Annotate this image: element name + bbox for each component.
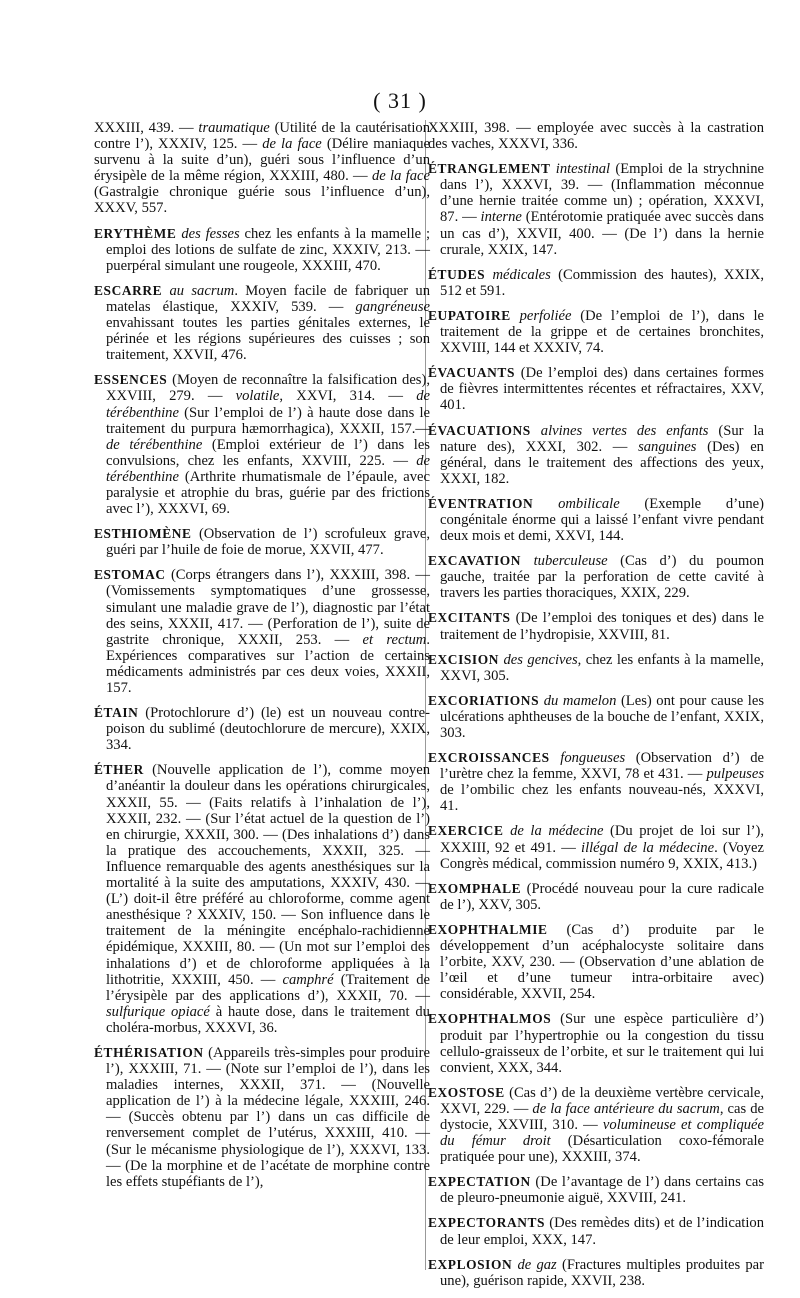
entry-text: . Expériences comparatives sur l’action de certains médicaments administrés par ces deux voies, XXXII, 157. [106, 631, 430, 696]
entry-italic-term: alvines vertes des enfants [540, 422, 709, 439]
entry-text: (Observation d’) de l’urètre chez la femme, XXVI, 78 et 431. — [440, 750, 764, 783]
entry-text: , XXVI, 314. — [279, 388, 417, 405]
index-entry [428, 423, 764, 487]
index-entry [428, 1085, 764, 1165]
index-entry [94, 705, 430, 753]
entry-text: (De l’emploi des toniques et des) dans le traitement de l’hydropisie, XXVIII, 81. [440, 610, 764, 643]
entry-text: (De l’emploi de l’), dans le traitement de la grippe et de certaines bronchites, XXVIII, 144 et XXXIV, 74. [440, 307, 764, 357]
entry-headword: EXCAVATION [428, 553, 522, 569]
index-entry [428, 610, 764, 642]
entry-headword: EXOPHTHALMOS [428, 1011, 552, 1027]
entry-headword: ESTHIOMÈNE [94, 526, 192, 542]
entry-text: (De l’avantage de l’) dans certains cas de pleuro-pneumonie aiguë, XXVIII, 241. [440, 1174, 764, 1207]
entry-headword: ERYTHÈME [94, 225, 177, 241]
index-entry [94, 762, 430, 1036]
index-entry-continued [428, 120, 764, 152]
entry-text: (Du projet de loi sur l’), XXXIII, 92 et 491. — [440, 823, 764, 856]
index-entry [428, 161, 764, 258]
entry-text: (Exemple d’une) congénitale énorme qui a laissé l’enfant vivre pendant deux mois et demi, XXVI, 144. [440, 495, 764, 545]
entry-text: (Nouvelle application de l’), comme moyen d’anéantir la douleur dans les opérations chirurgicales, XXXII, 55. — (Faits relatifs à l’inhalation de l’), XXXII, 232. — (Sur l’état actuel de la question de l’) en chirurgie, XXXII, 300. — (Des inhalations d’) dans la pratique des accouchements, XXXII, 325. — Influence remarquable des agents anesthésiques sur la mortalité à la suite des amputations, XXXIV, 430. — (L’) doit-il être préféré au chloroforme, comme agent anesthésique ? XXXIV, 150. — Son influence dans le traitement de la méningite encéphalo-rachidienne épidémique, XXXIII, 80. — (Un mot sur l’emploi des inhalations d’) et de chloroforme appliquées à la lithotritie, XXXIII, 450. — [106, 762, 430, 988]
index-entry [428, 1174, 764, 1206]
entry-italic-term: de la médecine [510, 823, 604, 840]
entry-headword: ÉTUDES [428, 266, 486, 282]
entry-italic-term: médicales [492, 266, 551, 283]
index-entry [428, 267, 764, 299]
entry-headword: ÉTHÉRISATION [94, 1044, 204, 1060]
entry-italic-term: du mamelon [543, 692, 617, 709]
index-entry [428, 1215, 764, 1247]
entry-headword: ÉVENTRATION [428, 495, 534, 511]
entry-headword: EXERCICE [428, 823, 504, 839]
index-entry [428, 693, 764, 741]
entry-text: (Utilité de la cautérisation contre l’), XXXIV, 125. — [94, 120, 430, 153]
entry-headword: EXCISION [428, 651, 500, 667]
entry-text: . (Voyez Congrès médical, commission numéro 9, XXIX, 413.) [440, 839, 764, 872]
entry-italic-term: de gaz [517, 1256, 557, 1273]
entry-text: (Sur une espèce particulière d’) produit par l’hypertrophie ou la congestion du tissu cellulo-graisseux de l’orbite, et sur le traitement qui lui convient, XXX, 344. [440, 1011, 764, 1076]
entry-italic-term: sulfurique opiacé [106, 1003, 210, 1020]
page-number: ( 31 ) [373, 88, 427, 113]
entry-headword: EXOSTOSE [428, 1084, 505, 1100]
entry-italic-term: ombilicale [558, 495, 620, 512]
entry-text: (Protochlorure d’) (le) est un nouveau contre-poison du sublimé (deutochlorure de mercure), XXIX, 334. [106, 705, 430, 754]
entry-italic-term: pulpeuses [706, 766, 764, 783]
entry-headword: EXCITANTS [428, 610, 511, 626]
entry-text: (Les) ont pour cause les ulcérations aphtheuses de la bouche de l’enfant, XXIX, 303. [440, 692, 765, 741]
entry-headword: ÉTRANGLEMENT [428, 161, 551, 177]
index-entry [428, 652, 764, 684]
entry-italic-term: tuberculeuse [533, 553, 608, 570]
entry-text: (Cas d’) du poumon gauche, traitée par la perforation de cette cavité à travers les parties thoraciques, XXIX, 229. [440, 553, 764, 602]
entry-headword: EXPECTORANTS [428, 1215, 546, 1231]
index-entry [428, 496, 764, 544]
entry-italic-term: de térébenthine [106, 436, 203, 453]
entry-text: (Appareils très-simples pour produire l’), XXXIII, 71. — (Note sur l’emploi de l’), dans les maladies internes, XXXII, 371. — (Nouvelle application de l’) à la médecine légale, XXXIII, 246. — (Succès obtenu par l’) dans un cas difficile de renversement complet de l’utérus, XXXIII, 410. — (Sur le mécanisme physiologique de l’), XXXVI, 133. — (De la morphine et de l’acétate de morphine contre les effets stupéfiants de l’), [106, 1044, 430, 1190]
entry-text: (Délire maniaque survenu à la suite d’un), guéri sous l’influence d’un érysipèle de la même région, XXXIII, 480. — [94, 136, 431, 185]
entry-headword: ÉVACUATIONS [428, 422, 531, 438]
entry-text: (Arthrite rhumatismale de l’épaule, avec paralysie et atrophie du bras, guérie par des frictions avec l’), XXXVI, 69. [106, 468, 430, 518]
entry-text [511, 308, 520, 324]
entry-italic-term: de la face [262, 136, 322, 153]
index-entry-continued [94, 120, 430, 217]
entry-text: (Gastralgie chronique guérie sous l’influence d’un), XXXV, 557. [94, 184, 430, 217]
entry-text: (Entérotomie pratiquée avec succès dans un cas d’), XXVII, 400. — (De l’) dans la hernie crurale, XXIX, 147. [440, 209, 764, 258]
index-entry [428, 553, 764, 601]
entry-italic-term: de térébenthine [106, 452, 430, 485]
entry-headword: ESTOMAC [94, 567, 166, 583]
entry-italic-term: traumatique [198, 120, 270, 136]
index-entry [428, 750, 764, 814]
entry-text: de l’ombilic chez les enfants nouveau-nés, XXXVI, 41. [440, 782, 764, 815]
index-entry [94, 283, 430, 363]
index-entry [428, 881, 764, 913]
entry-headword: EUPATOIRE [428, 307, 511, 323]
entry-headword: EXCROISSANCES [428, 750, 550, 766]
index-column-right [428, 120, 764, 1298]
entry-text [521, 553, 534, 569]
entry-text: (Traitement de l’érysipèle par des applications d’), XXXII, 70. — [106, 971, 430, 1004]
entry-text: (Sur la nature des), XXXI, 302. — [440, 422, 764, 455]
entry-headword: ÉVACUANTS [428, 365, 516, 381]
entry-italic-term: gangréneuse [355, 298, 430, 315]
entry-italic-term: illégal de la médecine [581, 839, 715, 856]
entry-italic-term: de térébenthine [106, 388, 430, 421]
entry-headword: ESCARRE [94, 282, 163, 298]
index-entry [428, 922, 764, 1002]
index-entry [94, 567, 430, 696]
entry-headword: EXCORIATIONS [428, 692, 540, 708]
entry-text: (Désarticulation coxo-fémorale pratiquée pour une), XXXIII, 374. [440, 1133, 764, 1166]
entry-headword: ÉTAIN [94, 705, 139, 721]
entry-text [550, 750, 561, 766]
entry-text: (Observation de l’) scrofuleux grave, guéri par l’huile de foie de morue, XXVII, 477. [106, 526, 430, 559]
entry-text: (Sur l’emploi de l’) à haute dose dans le traitement du purpura hæmorrhagica), XXXII, 157.— [106, 404, 430, 437]
entry-italic-term: fongueuses [560, 750, 626, 767]
entry-text: (Moyen de reconnaître la falsification des), XXVIII, 279. — [106, 372, 430, 405]
entry-text: (Commission des hautes), XXIX, 512 et 591. [440, 266, 765, 299]
entry-text: (Des remèdes dits) et de l’indication de leur emploi, XXX, 147. [440, 1215, 764, 1248]
entry-headword: EXPLOSION [428, 1256, 513, 1272]
entry-text [162, 283, 169, 299]
entry-text: XXXIII, 398. — employée avec succès à la castration des vaches, XXXVI, 336. [428, 120, 764, 153]
index-entry [94, 372, 430, 517]
entry-text: (Emploi extérieur de l’) dans les convulsions, chez les enfants, XXVIII, 225. — [106, 436, 430, 469]
entry-text: , cas de dystocie, XXVIII, 310. — [440, 1100, 764, 1133]
index-entry [94, 1045, 430, 1190]
entry-italic-term: des fesses [181, 225, 240, 242]
entry-italic-term: et rectum [362, 631, 427, 648]
index-entry [428, 823, 764, 871]
entry-text: (Des) en général, dans le traitement des affections des yeux, XXXI, 182. [440, 438, 764, 487]
entry-italic-term: volatile [235, 388, 280, 405]
entry-italic-term: interne [480, 209, 522, 226]
entry-text [533, 496, 558, 512]
index-column-left [94, 120, 430, 1199]
entry-headword: ÉTHER [94, 762, 144, 778]
index-entry [94, 226, 430, 274]
entry-headword: EXOPHTHALMIE [428, 921, 548, 937]
entry-italic-term: de la face antérieure du sacrum [532, 1100, 720, 1117]
entry-text: à haute dose, dans le traitement du choléra-morbus, XXXVI, 36. [106, 1003, 430, 1036]
entry-text: (Cas d’) produite par le développement d’un acéphalocyste solitaire dans l’orbite, XXV, 230. — (Observation d’une ablation de l’œil et d’une tumeur intra-orbitaire avec) considérable, XXVII, 254. [440, 921, 764, 1003]
entry-italic-term: sanguines [638, 438, 697, 455]
index-entry [428, 1257, 764, 1289]
index-entry [428, 308, 764, 356]
entry-italic-term: camphré [282, 971, 334, 988]
entry-text: . Moyen facile de fabriquer un matelas élastique, XXXIV, 539. — [106, 282, 431, 315]
index-entry [428, 365, 764, 413]
entry-italic-term: intestinal [555, 161, 611, 178]
entry-text: (Procédé nouveau pour la cure radicale de l’), XXV, 305. [440, 880, 764, 913]
index-entry [94, 526, 430, 558]
entry-italic-term: des gencives [503, 651, 578, 668]
entry-headword: EXOMPHALE [428, 880, 522, 896]
entry-text: , chez les enfants à la mamelle, XXVI, 305. [440, 651, 764, 684]
entry-text [531, 423, 541, 439]
entry-text: envahissant toutes les parties génitales externes, le périnée et les régions supérieures des cuisses ; son traitement, XXVII, 476. [106, 315, 430, 364]
entry-italic-term: de la face [371, 168, 430, 185]
entry-text: (Cas d’) de la deuxième vertèbre cervicale, XXVI, 229. — [440, 1084, 764, 1117]
entry-text: (Corps étrangers dans l’), XXXIII, 398. — (Vomissements symptomatiques d’une grossesse, simulant une maladie grave de l’), diagnostic par l’état des seins, XXXII, 417. — (Perforation de l’), suite de gastrite chronique, XXXII, 253. — [106, 567, 430, 648]
entry-italic-term: perfoliée [519, 307, 572, 324]
entry-text: XXXIII, 439. — [94, 120, 199, 136]
entry-text: (Emploi de la strychnine dans l’), XXXVI, 39. — (Inflammation méconnue d’une hernie traitée comme un) ; opération, XXXVI, 87. — [440, 161, 764, 226]
entry-headword: EXPECTATION [428, 1174, 531, 1190]
entry-headword: ESSENCES [94, 372, 168, 388]
index-entry [428, 1011, 764, 1075]
entry-italic-term: volumineuse et compliquée du fémur droit [440, 1116, 764, 1150]
entry-text: (Fractures multiples produites par une), guérison rapide, XXVII, 238. [440, 1256, 764, 1289]
entry-italic-term: au sacrum [169, 282, 235, 299]
entry-text: (De l’emploi des) dans certaines formes de fièvres intermittentes récentes et réfractaires, XXV, 401. [440, 365, 764, 414]
entry-text: chez les enfants à la mamelle ; emploi des lotions de sulfate de zinc, XXXIV, 213. — puerpéral simulant une rougeole, XXXIII, 470. [106, 225, 430, 274]
